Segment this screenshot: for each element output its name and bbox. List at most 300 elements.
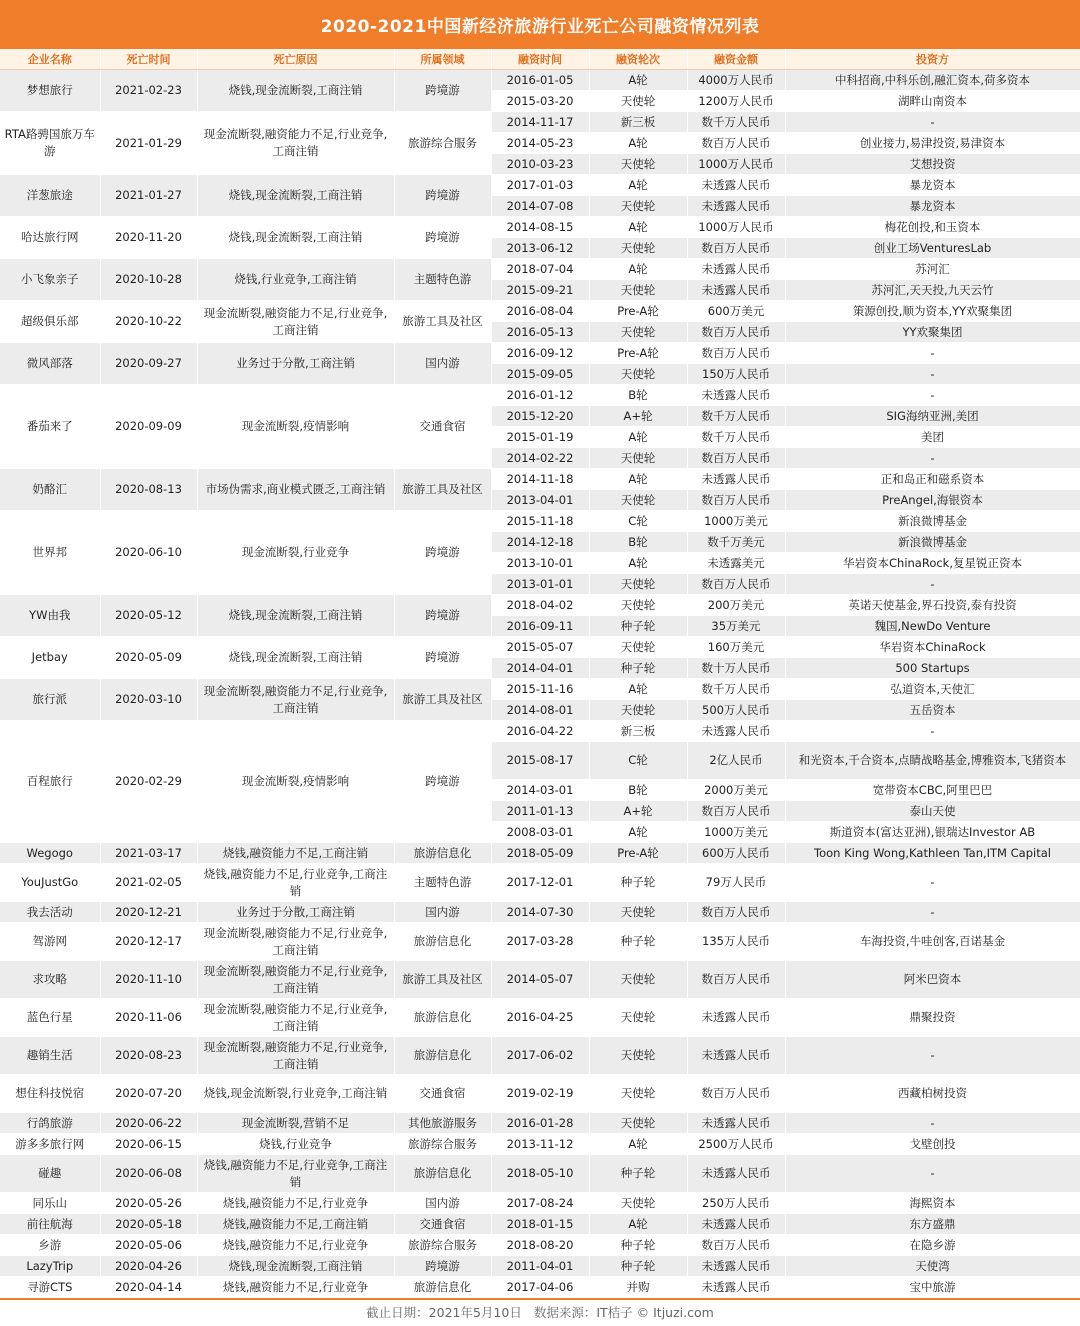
funding-amount-cell: 数百万人民币	[687, 322, 785, 343]
funding-amount-cell: 未透露人民币	[687, 175, 785, 196]
funding-amount-cell: 未透露人民币	[687, 196, 785, 217]
funding-amount-cell: 数百万人民币	[687, 961, 785, 999]
funding-round-cell: 种子轮	[589, 658, 687, 679]
company-name-cell: 哈达旅行网	[0, 217, 100, 259]
field-cell: 旅游信息化	[394, 1037, 491, 1075]
funding-date-cell: 2014-02-22	[491, 448, 589, 469]
field-cell: 主题特色游	[394, 259, 491, 301]
funding-amount-cell: 数百万人民币	[687, 902, 785, 923]
investors-cell: 宝中旅游	[785, 1277, 1080, 1298]
death-reason-cell: 烧钱,融资能力不足,行业竞争,工商注销	[197, 864, 394, 902]
field-cell: 跨境游	[394, 175, 491, 217]
funding-round-cell: 新三板	[589, 112, 687, 133]
field-cell: 其他旅游服务	[394, 1113, 491, 1134]
funding-date-cell: 2016-04-25	[491, 999, 589, 1037]
funding-date-cell: 2014-03-01	[491, 780, 589, 801]
company-name-cell: 趣销生活	[0, 1037, 100, 1075]
funding-amount-cell: 数百万人民币	[687, 1235, 785, 1256]
investors-cell: -	[785, 902, 1080, 923]
table-row	[0, 1256, 1080, 1277]
investors-cell: 泰山天使	[785, 801, 1080, 822]
death-reason-cell: 现金流断裂,融资能力不足,行业竞争,工商注销	[197, 112, 394, 175]
funding-amount-cell: 数千万人民币	[687, 112, 785, 133]
field-cell: 旅游综合服务	[394, 1235, 491, 1256]
funding-amount-cell: 1200万人民币	[687, 91, 785, 112]
funding-amount-cell: 79万人民币	[687, 864, 785, 902]
funding-round-cell: A轮	[589, 822, 687, 843]
funding-date-cell: 2014-07-08	[491, 196, 589, 217]
table-row	[0, 1155, 1080, 1193]
funding-round-cell: 天使轮	[589, 322, 687, 343]
death-date-cell: 2020-06-10	[100, 511, 197, 595]
death-reason-cell: 现金流断裂,融资能力不足,行业竞争,工商注销	[197, 679, 394, 721]
investors-cell: 英诺天使基金,界石投资,泰有投资	[785, 595, 1080, 616]
death-date-cell: 2020-04-14	[100, 1277, 197, 1298]
funding-date-cell: 2015-08-17	[491, 742, 589, 780]
field-cell: 旅游信息化	[394, 999, 491, 1037]
funding-date-cell: 2015-05-07	[491, 637, 589, 658]
field-cell: 旅游工具及社区	[394, 679, 491, 721]
funding-date-cell: 2015-01-19	[491, 427, 589, 448]
funding-round-cell: A轮	[589, 1214, 687, 1235]
investors-cell: -	[785, 448, 1080, 469]
funding-round-cell: A轮	[589, 175, 687, 196]
funding-round-cell: A轮	[589, 427, 687, 448]
funding-date-cell: 2010-03-23	[491, 154, 589, 175]
field-cell: 旅游综合服务	[394, 112, 491, 175]
company-name-cell: 洋葱旅途	[0, 175, 100, 217]
investors-cell: 弘道资本,天使汇	[785, 679, 1080, 700]
table-row	[0, 1075, 1080, 1113]
funding-date-cell: 2018-05-09	[491, 843, 589, 864]
table-row	[0, 1277, 1080, 1298]
field-cell: 旅游工具及社区	[394, 961, 491, 999]
funding-date-cell: 2014-05-07	[491, 961, 589, 999]
death-reason-cell: 业务过于分散,工商注销	[197, 343, 394, 385]
death-reason-cell: 烧钱,融资能力不足,工商注销	[197, 1214, 394, 1235]
investors-cell: -	[785, 1037, 1080, 1075]
funding-date-cell: 2013-01-01	[491, 574, 589, 595]
funding-amount-cell: 未透露人民币	[687, 1256, 785, 1277]
investors-cell: 斯道资本(富达亚洲),银瑞达Investor AB	[785, 822, 1080, 843]
funding-amount-cell: 1000万美元	[687, 511, 785, 532]
death-reason-cell: 烧钱,现金流断裂,工商注销	[197, 70, 394, 112]
investors-cell: 梅花创投,和玉资本	[785, 217, 1080, 238]
investors-cell: 海熙资本	[785, 1193, 1080, 1214]
death-date-cell: 2020-07-20	[100, 1075, 197, 1113]
table-row	[0, 679, 1080, 700]
field-cell: 旅游信息化	[394, 843, 491, 864]
death-date-cell: 2021-03-17	[100, 843, 197, 864]
funding-round-cell: Pre-A轮	[589, 843, 687, 864]
company-name-cell: 梦想旅行	[0, 70, 100, 112]
field-cell: 旅游信息化	[394, 1277, 491, 1298]
death-date-cell: 2020-09-09	[100, 385, 197, 469]
investors-cell: 创业工场VenturesLab	[785, 238, 1080, 259]
death-date-cell: 2020-10-22	[100, 301, 197, 343]
investors-cell: -	[785, 385, 1080, 406]
funding-round-cell: B轮	[589, 780, 687, 801]
funding-round-cell: 天使轮	[589, 490, 687, 511]
death-date-cell: 2020-06-08	[100, 1155, 197, 1193]
table-row	[0, 595, 1080, 616]
funding-amount-cell: 未透露人民币	[687, 1155, 785, 1193]
table-row	[0, 301, 1080, 322]
funding-round-cell: 新三板	[589, 721, 687, 742]
funding-amount-cell: 数十万人民币	[687, 658, 785, 679]
funding-round-cell: 天使轮	[589, 999, 687, 1037]
funding-round-cell: 天使轮	[589, 902, 687, 923]
funding-amount-cell: 35万美元	[687, 616, 785, 637]
company-name-cell: 世界邦	[0, 511, 100, 595]
funding-round-cell: 天使轮	[589, 196, 687, 217]
death-reason-cell: 烧钱,现金流断裂,工商注销	[197, 217, 394, 259]
funding-round-cell: A轮	[589, 553, 687, 574]
investors-cell: SIG海纳亚洲,美团	[785, 406, 1080, 427]
death-reason-cell: 市场伪需求,商业模式匮乏,工商注销	[197, 469, 394, 511]
funding-amount-cell: 数千万人民币	[687, 427, 785, 448]
funding-amount-cell: 数百万人民币	[687, 801, 785, 822]
investors-cell: -	[785, 112, 1080, 133]
funding-round-cell: A轮	[589, 70, 687, 91]
funding-amount-cell: 250万人民币	[687, 1193, 785, 1214]
field-cell: 跨境游	[394, 637, 491, 679]
funding-date-cell: 2017-06-02	[491, 1037, 589, 1075]
field-cell: 国内游	[394, 343, 491, 385]
funding-round-cell: 天使轮	[589, 1113, 687, 1134]
company-name-cell: 小飞象亲子	[0, 259, 100, 301]
table-row	[0, 112, 1080, 133]
company-name-cell: 同乐山	[0, 1193, 100, 1214]
table-row	[0, 843, 1080, 864]
funding-round-cell: 天使轮	[589, 280, 687, 301]
investors-cell: 策源创投,顺为资本,YY欢聚集团	[785, 301, 1080, 322]
funding-round-cell: A轮	[589, 469, 687, 490]
header-field: 所属领域	[394, 49, 491, 70]
investors-cell: 华岩资本ChinaRock,复星锐正资本	[785, 553, 1080, 574]
header-death-reason: 死亡原因	[197, 49, 394, 70]
field-cell: 跨境游	[394, 70, 491, 112]
footer	[0, 1298, 1080, 1323]
investors-cell: 宽带资本CBC,阿里巴巴	[785, 780, 1080, 801]
investors-cell: 暴龙资本	[785, 196, 1080, 217]
funding-date-cell: 2014-12-18	[491, 532, 589, 553]
investors-cell: -	[785, 343, 1080, 364]
death-date-cell: 2021-02-23	[100, 70, 197, 112]
funding-amount-cell: 未透露人民币	[687, 259, 785, 280]
death-reason-cell: 现金流断裂,融资能力不足,行业竞争,工商注销	[197, 961, 394, 999]
funding-round-cell: A轮	[589, 679, 687, 700]
funding-amount-cell: 数百万人民币	[687, 343, 785, 364]
funding-date-cell: 2015-09-21	[491, 280, 589, 301]
table-row	[0, 217, 1080, 238]
footer-cutoff-date: 截止日期：2021年5月10日	[366, 1304, 522, 1320]
funding-date-cell: 2017-04-06	[491, 1277, 589, 1298]
investors-cell: 美团	[785, 427, 1080, 448]
funding-amount-cell: 未透露人民币	[687, 1113, 785, 1134]
death-reason-cell: 烧钱,现金流断裂,行业竞争,工商注销	[197, 1075, 394, 1113]
investors-cell: -	[785, 1155, 1080, 1193]
funding-amount-cell: 600万美元	[687, 301, 785, 322]
company-name-cell: 求攻略	[0, 961, 100, 999]
company-name-cell: Jetbay	[0, 637, 100, 679]
field-cell: 旅游工具及社区	[394, 469, 491, 511]
table-body	[0, 70, 1080, 1298]
table-row	[0, 343, 1080, 364]
funding-date-cell: 2011-01-13	[491, 801, 589, 822]
death-date-cell: 2020-08-23	[100, 1037, 197, 1075]
field-cell: 跨境游	[394, 511, 491, 595]
funding-date-cell: 2008-03-01	[491, 822, 589, 843]
funding-amount-cell: 数百万人民币	[687, 448, 785, 469]
funding-date-cell: 2017-01-03	[491, 175, 589, 196]
investors-cell: 戈壁创投	[785, 1134, 1080, 1155]
company-name-cell: 我去活动	[0, 902, 100, 923]
funding-round-cell: A+轮	[589, 801, 687, 822]
investors-cell: 新浪微博基金	[785, 511, 1080, 532]
funding-round-cell: 种子轮	[589, 1235, 687, 1256]
death-reason-cell: 现金流断裂,营销不足	[197, 1113, 394, 1134]
table-row	[0, 469, 1080, 490]
company-name-cell: 百程旅行	[0, 721, 100, 843]
funding-date-cell: 2014-07-30	[491, 902, 589, 923]
funding-round-cell: 种子轮	[589, 616, 687, 637]
funding-date-cell: 2018-08-20	[491, 1235, 589, 1256]
funding-round-cell: 天使轮	[589, 448, 687, 469]
death-reason-cell: 现金流断裂,融资能力不足,行业竞争,工商注销	[197, 923, 394, 961]
funding-date-cell: 2014-08-15	[491, 217, 589, 238]
funding-round-cell: 天使轮	[589, 238, 687, 259]
funding-round-cell: A轮	[589, 1134, 687, 1155]
company-name-cell: 寻游CTS	[0, 1277, 100, 1298]
investors-cell: 阿米巴资本	[785, 961, 1080, 999]
death-reason-cell: 现金流断裂,行业竞争	[197, 511, 394, 595]
company-name-cell: 驾游网	[0, 923, 100, 961]
funding-amount-cell: 200万美元	[687, 595, 785, 616]
funding-round-cell: 种子轮	[589, 1155, 687, 1193]
investors-cell: 五岳资本	[785, 700, 1080, 721]
funding-date-cell: 2018-07-04	[491, 259, 589, 280]
company-name-cell: Wegogo	[0, 843, 100, 864]
funding-amount-cell: 4000万人民币	[687, 70, 785, 91]
company-name-cell: 奶酪汇	[0, 469, 100, 511]
header-funding-date: 融资时间	[491, 49, 589, 70]
death-date-cell: 2020-03-10	[100, 679, 197, 721]
funding-amount-cell: 500万人民币	[687, 700, 785, 721]
death-date-cell: 2020-05-26	[100, 1193, 197, 1214]
funding-amount-cell: 未透露美元	[687, 553, 785, 574]
company-name-cell: 乡游	[0, 1235, 100, 1256]
header-investors: 投资方	[785, 49, 1080, 70]
field-cell: 交通食宿	[394, 1075, 491, 1113]
death-date-cell: 2020-12-21	[100, 902, 197, 923]
funding-round-cell: 天使轮	[589, 1037, 687, 1075]
company-name-cell: 旅行派	[0, 679, 100, 721]
funding-date-cell: 2016-08-04	[491, 301, 589, 322]
death-date-cell: 2020-09-27	[100, 343, 197, 385]
funding-round-cell: 天使轮	[589, 364, 687, 385]
funding-date-cell: 2014-04-01	[491, 658, 589, 679]
funding-date-cell: 2011-04-01	[491, 1256, 589, 1277]
company-name-cell: 想住科技悦宿	[0, 1075, 100, 1113]
funding-date-cell: 2014-11-17	[491, 112, 589, 133]
investors-cell: 中科招商,中科乐创,融汇资本,荷多资本	[785, 70, 1080, 91]
funding-round-cell: 种子轮	[589, 864, 687, 902]
investors-cell: -	[785, 1113, 1080, 1134]
table-row	[0, 999, 1080, 1037]
funding-date-cell: 2017-08-24	[491, 1193, 589, 1214]
funding-round-cell: C轮	[589, 511, 687, 532]
funding-amount-cell: 1000万美元	[687, 822, 785, 843]
death-reason-cell: 现金流断裂,疫情影响	[197, 721, 394, 843]
funding-round-cell: 并购	[589, 1277, 687, 1298]
funding-round-cell: 天使轮	[589, 961, 687, 999]
investors-cell: 苏河汇,天天投,九天云竹	[785, 280, 1080, 301]
funding-round-cell: 天使轮	[589, 91, 687, 112]
table-row	[0, 721, 1080, 742]
investors-cell: -	[785, 574, 1080, 595]
funding-round-cell: 天使轮	[589, 595, 687, 616]
funding-date-cell: 2018-04-02	[491, 595, 589, 616]
investors-cell: 车海投资,牛哇创客,百诺基金	[785, 923, 1080, 961]
header-company-name: 企业名称	[0, 49, 100, 70]
funding-round-cell: 天使轮	[589, 154, 687, 175]
table-row	[0, 902, 1080, 923]
funding-round-cell: A轮	[589, 259, 687, 280]
funding-round-cell: 天使轮	[589, 1193, 687, 1214]
death-date-cell: 2020-11-20	[100, 217, 197, 259]
company-name-cell: 番茄来了	[0, 385, 100, 469]
table-row	[0, 385, 1080, 406]
funding-amount-cell: 数百万人民币	[687, 574, 785, 595]
death-date-cell: 2020-05-18	[100, 1214, 197, 1235]
funding-date-cell: 2015-12-20	[491, 406, 589, 427]
death-reason-cell: 烧钱,现金流断裂,工商注销	[197, 637, 394, 679]
field-cell: 国内游	[394, 902, 491, 923]
investors-cell: 苏河汇	[785, 259, 1080, 280]
company-name-cell: RTA路骋国旅万车游	[0, 112, 100, 175]
death-date-cell: 2021-01-29	[100, 112, 197, 175]
death-reason-cell: 业务过于分散,工商注销	[197, 902, 394, 923]
death-date-cell: 2020-02-29	[100, 721, 197, 843]
table-row	[0, 1214, 1080, 1235]
funding-date-cell: 2014-05-23	[491, 133, 589, 154]
field-cell: 主题特色游	[394, 864, 491, 902]
funding-amount-cell: 135万人民币	[687, 923, 785, 961]
funding-amount-cell: 数百万人民币	[687, 1075, 785, 1113]
funding-date-cell: 2013-04-01	[491, 490, 589, 511]
funding-amount-cell: 2000万美元	[687, 780, 785, 801]
funding-date-cell: 2013-06-12	[491, 238, 589, 259]
investors-cell: 在隐乡游	[785, 1235, 1080, 1256]
field-cell: 跨境游	[394, 217, 491, 259]
header-funding-round: 融资轮次	[589, 49, 687, 70]
investors-cell: YY欢聚集团	[785, 322, 1080, 343]
funding-amount-cell: 2500万人民币	[687, 1134, 785, 1155]
death-reason-cell: 烧钱,融资能力不足,行业竞争,工商注销	[197, 1155, 394, 1193]
funding-amount-cell: 未透露人民币	[687, 1214, 785, 1235]
funding-amount-cell: 1000万人民币	[687, 217, 785, 238]
funding-date-cell: 2015-11-18	[491, 511, 589, 532]
funding-date-cell: 2016-05-13	[491, 322, 589, 343]
header-funding-amount: 融资金额	[687, 49, 785, 70]
death-date-cell: 2020-06-22	[100, 1113, 197, 1134]
company-name-cell: 微风部落	[0, 343, 100, 385]
investors-cell: 东方盛鼎	[785, 1214, 1080, 1235]
table-header-row	[0, 49, 1080, 70]
field-cell: 跨境游	[394, 1256, 491, 1277]
funding-amount-cell: 未透露人民币	[687, 385, 785, 406]
death-date-cell: 2020-06-15	[100, 1134, 197, 1155]
funding-round-cell: 种子轮	[589, 1256, 687, 1277]
funding-date-cell: 2013-11-12	[491, 1134, 589, 1155]
funding-date-cell: 2018-05-10	[491, 1155, 589, 1193]
death-date-cell: 2020-11-10	[100, 961, 197, 999]
funding-round-cell: A轮	[589, 217, 687, 238]
investors-cell: -	[785, 721, 1080, 742]
funding-date-cell: 2013-10-01	[491, 553, 589, 574]
company-name-cell: YW由我	[0, 595, 100, 637]
funding-date-cell: 2016-09-11	[491, 616, 589, 637]
funding-amount-cell: 未透露人民币	[687, 721, 785, 742]
death-reason-cell: 现金流断裂,疫情影响	[197, 385, 394, 469]
field-cell: 旅游信息化	[394, 1155, 491, 1193]
company-name-cell: LazyTrip	[0, 1256, 100, 1277]
investors-cell: 湖畔山南资本	[785, 91, 1080, 112]
death-reason-cell: 烧钱,融资能力不足,行业竞争	[197, 1235, 394, 1256]
funding-date-cell: 2014-11-18	[491, 469, 589, 490]
funding-round-cell: 天使轮	[589, 637, 687, 658]
field-cell: 跨境游	[394, 595, 491, 637]
funding-date-cell: 2016-04-22	[491, 721, 589, 742]
field-cell: 旅游综合服务	[394, 1134, 491, 1155]
funding-round-cell: 天使轮	[589, 700, 687, 721]
investors-cell: 正和岛正和磁系资本	[785, 469, 1080, 490]
table-row	[0, 637, 1080, 658]
table-row	[0, 70, 1080, 91]
death-date-cell: 2020-04-26	[100, 1256, 197, 1277]
funding-amount-cell: 未透露人民币	[687, 1277, 785, 1298]
table-row	[0, 1235, 1080, 1256]
funding-round-cell: Pre-A轮	[589, 343, 687, 364]
funding-amount-cell: 600万人民币	[687, 843, 785, 864]
investors-cell: PreAngel,海银资本	[785, 490, 1080, 511]
company-name-cell: 游多多旅行网	[0, 1134, 100, 1155]
funding-date-cell: 2019-02-19	[491, 1075, 589, 1113]
field-cell: 旅游信息化	[394, 923, 491, 961]
funding-date-cell: 2015-09-05	[491, 364, 589, 385]
table-row	[0, 961, 1080, 999]
page-title: 2020-2021中国新经济旅游行业死亡公司融资情况列表	[0, 0, 1080, 49]
investors-cell: 500 Startups	[785, 658, 1080, 679]
death-date-cell: 2020-11-06	[100, 999, 197, 1037]
death-date-cell: 2020-12-17	[100, 923, 197, 961]
funding-date-cell: 2017-03-28	[491, 923, 589, 961]
funding-date-cell: 2014-08-01	[491, 700, 589, 721]
investors-cell: 华岩资本ChinaRock	[785, 637, 1080, 658]
investors-cell: 创业接力,易津投资,易津资本	[785, 133, 1080, 154]
funding-date-cell: 2015-03-20	[491, 91, 589, 112]
death-reason-cell: 现金流断裂,融资能力不足,行业竞争,工商注销	[197, 1037, 394, 1075]
funding-round-cell: A+轮	[589, 406, 687, 427]
death-reason-cell: 烧钱,行业竞争,工商注销	[197, 259, 394, 301]
investors-cell: 新浪微博基金	[785, 532, 1080, 553]
funding-round-cell: 天使轮	[589, 1075, 687, 1113]
funding-round-cell: B轮	[589, 385, 687, 406]
funding-round-cell: 天使轮	[589, 574, 687, 595]
field-cell: 旅游工具及社区	[394, 301, 491, 343]
funding-round-cell: A轮	[589, 133, 687, 154]
